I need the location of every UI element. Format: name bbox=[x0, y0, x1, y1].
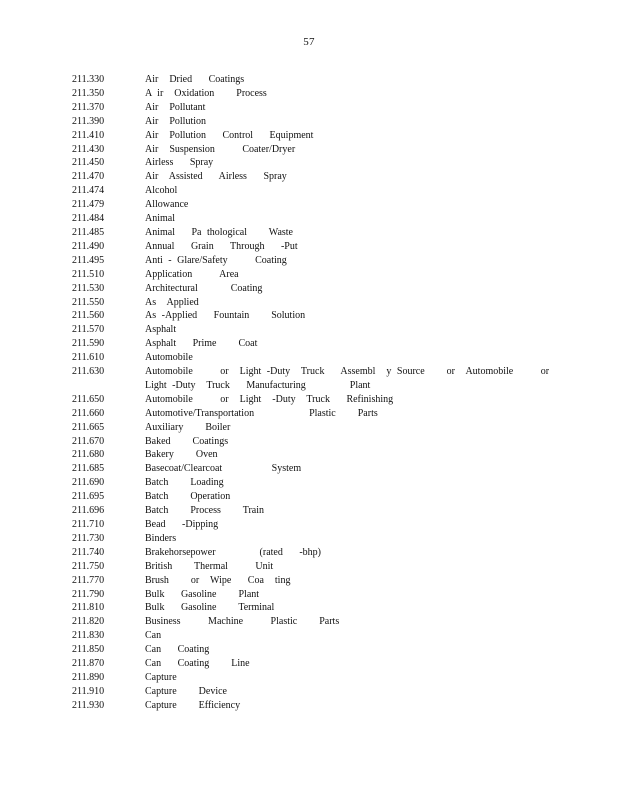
list-item bbox=[72, 73, 552, 87]
list-item bbox=[72, 351, 552, 365]
section-number: 211.650 bbox=[72, 393, 105, 405]
section-number: 211.870 bbox=[72, 658, 105, 670]
defined-term: Can bbox=[145, 630, 162, 642]
section-number: 211.850 bbox=[72, 644, 105, 656]
section-number: 211.560 bbox=[72, 310, 105, 322]
definition-list bbox=[72, 73, 561, 713]
list-item bbox=[72, 212, 552, 226]
list-item bbox=[72, 435, 552, 449]
section-number: 211.820 bbox=[72, 616, 105, 628]
section-number: 211.910 bbox=[72, 685, 105, 697]
list-item bbox=[72, 448, 552, 462]
list-item bbox=[72, 226, 552, 240]
section-number: 211.630 bbox=[72, 366, 105, 378]
list-item bbox=[72, 532, 552, 546]
section-number: 211.695 bbox=[72, 491, 105, 503]
section-number: 211.330 bbox=[72, 74, 105, 85]
list-item bbox=[72, 337, 552, 351]
section-number: 211.490 bbox=[72, 240, 105, 252]
defined-term: Animal bbox=[145, 213, 175, 225]
list-item bbox=[72, 685, 552, 699]
defined-term: British Thermal Unit bbox=[145, 560, 274, 572]
defined-term: Anti - Glare/Safety Coating bbox=[145, 254, 287, 266]
section-number: 211.470 bbox=[72, 171, 105, 183]
list-item bbox=[72, 240, 552, 254]
list-item bbox=[72, 115, 552, 129]
list-item bbox=[72, 184, 552, 198]
section-number: 211.550 bbox=[72, 296, 105, 308]
list-item bbox=[72, 490, 552, 504]
section-number: 211.450 bbox=[72, 157, 105, 169]
defined-term: Can Coating Line bbox=[145, 658, 250, 670]
defined-term: Bead -Dipping bbox=[145, 519, 219, 530]
section-number: 211.410 bbox=[72, 129, 105, 141]
defined-term: Automobile or Light -Duty Truck Refinishing bbox=[145, 393, 394, 405]
section-number: 211.665 bbox=[72, 421, 105, 433]
defined-term: Capture Efficiency bbox=[145, 699, 241, 711]
defined-term: Baked Coatings bbox=[145, 435, 229, 447]
section-number: 211.685 bbox=[72, 463, 105, 475]
defined-term: Automobile bbox=[145, 352, 193, 364]
defined-term: Brakehorsepower (rated -bhp) bbox=[145, 546, 322, 558]
defined-term: As -Applied Fountain Solution bbox=[145, 310, 306, 322]
section-number: 211.930 bbox=[72, 699, 105, 711]
section-number: 211.610 bbox=[72, 352, 105, 364]
list-item bbox=[72, 296, 552, 310]
defined-term: Automotive/Transportation Plastic Parts bbox=[145, 407, 378, 419]
section-number: 211.810 bbox=[72, 602, 105, 614]
defined-term: Bulk Gasoline Plant bbox=[145, 588, 260, 600]
defined-term: Automobile or Light -Duty Truck Assembl y Source or Automobile or Light -Duty Truck Manufacturing Plant bbox=[145, 366, 561, 391]
section-number: 211.479 bbox=[72, 199, 105, 211]
section-number: 211.830 bbox=[72, 630, 105, 642]
section-number: 211.770 bbox=[72, 574, 105, 586]
list-item bbox=[72, 615, 552, 629]
defined-term: Air Suspension Coater/Dryer bbox=[145, 143, 296, 155]
defined-term: Batch Operation bbox=[145, 491, 231, 503]
defined-term: Batch Process Train bbox=[145, 505, 264, 517]
list-item bbox=[72, 254, 552, 268]
defined-term: Air Dried Coatings bbox=[145, 74, 245, 85]
defined-term: Binders bbox=[145, 532, 177, 544]
section-number: 211.350 bbox=[72, 87, 105, 99]
list-item bbox=[72, 170, 552, 184]
defined-term: Allowance bbox=[145, 199, 189, 211]
list-item bbox=[72, 393, 552, 407]
section-number: 211.740 bbox=[72, 546, 105, 558]
list-item bbox=[72, 87, 552, 101]
list-item bbox=[72, 601, 552, 615]
list-item bbox=[72, 629, 552, 643]
section-number: 211.730 bbox=[72, 532, 105, 544]
section-number: 211.370 bbox=[72, 101, 105, 113]
defined-term: Basecoat/Clearcoat System bbox=[145, 463, 302, 475]
section-number: 211.495 bbox=[72, 254, 105, 266]
defined-term: Asphalt bbox=[145, 324, 177, 336]
list-item bbox=[72, 560, 552, 574]
defined-term: A ir Oxidation Process bbox=[145, 87, 267, 99]
section-number: 211.510 bbox=[72, 268, 105, 280]
list-item bbox=[72, 282, 552, 296]
section-number: 211.790 bbox=[72, 588, 105, 600]
defined-term: Architectural Coating bbox=[145, 282, 263, 294]
list-item bbox=[72, 462, 552, 476]
list-item bbox=[72, 546, 552, 560]
defined-term: Air Pollution bbox=[145, 115, 207, 127]
defined-term: Air Assisted Airless Spray bbox=[145, 171, 287, 183]
section-number: 211.484 bbox=[72, 213, 105, 225]
section-number: 211.710 bbox=[72, 519, 105, 530]
defined-term: Business Machine Plastic Parts bbox=[145, 616, 340, 628]
list-item bbox=[72, 129, 552, 143]
defined-term: Can Coating bbox=[145, 644, 210, 656]
list-item bbox=[72, 101, 552, 115]
page-number: 57 bbox=[303, 36, 315, 48]
section-number: 211.474 bbox=[72, 185, 105, 197]
section-number: 211.590 bbox=[72, 338, 105, 350]
section-number: 211.696 bbox=[72, 505, 105, 517]
list-item bbox=[72, 323, 552, 337]
section-number: 211.485 bbox=[72, 226, 105, 238]
defined-term: Airless Spray bbox=[145, 157, 214, 169]
defined-term: As Applied bbox=[145, 296, 199, 308]
list-item bbox=[72, 588, 552, 602]
list-item bbox=[72, 365, 561, 393]
list-item bbox=[72, 268, 552, 282]
defined-term: Annual Grain Through -Put bbox=[145, 240, 298, 252]
list-item bbox=[72, 671, 552, 685]
section-number: 211.750 bbox=[72, 560, 105, 572]
defined-term: Air Pollutant bbox=[145, 101, 206, 113]
list-item bbox=[72, 657, 552, 671]
list-item bbox=[72, 643, 552, 657]
defined-term: Bulk Gasoline Terminal bbox=[145, 602, 275, 614]
defined-term: Application Area bbox=[145, 268, 239, 280]
list-item bbox=[72, 156, 552, 170]
section-number: 211.660 bbox=[72, 407, 105, 419]
list-item bbox=[72, 504, 552, 518]
defined-term: Air Pollution Control Equipment bbox=[145, 129, 314, 141]
defined-term: Capture bbox=[145, 671, 177, 683]
defined-term: Auxiliary Boiler bbox=[145, 421, 231, 433]
defined-term: Batch Loading bbox=[145, 477, 224, 489]
section-number: 211.890 bbox=[72, 671, 105, 683]
list-item bbox=[72, 143, 552, 157]
list-item bbox=[72, 198, 552, 212]
list-item bbox=[72, 518, 552, 532]
section-number: 211.570 bbox=[72, 324, 105, 336]
section-number: 211.670 bbox=[72, 435, 105, 447]
section-number: 211.690 bbox=[72, 477, 105, 489]
list-item bbox=[72, 309, 552, 323]
list-item bbox=[72, 574, 552, 588]
defined-term: Animal Pa thological Waste bbox=[145, 226, 293, 238]
defined-term: Capture Device bbox=[145, 685, 227, 697]
defined-term: Brush or Wipe Coa ting bbox=[145, 574, 291, 586]
section-number: 211.430 bbox=[72, 143, 105, 155]
defined-term: Alcohol bbox=[145, 185, 178, 197]
list-item bbox=[72, 476, 552, 490]
list-item bbox=[72, 421, 552, 435]
list-item bbox=[72, 699, 552, 713]
defined-term: Bakery Oven bbox=[145, 449, 218, 461]
section-number: 211.530 bbox=[72, 282, 105, 294]
section-number: 211.680 bbox=[72, 449, 105, 461]
section-number: 211.390 bbox=[72, 115, 105, 127]
defined-term: Asphalt Prime Coat bbox=[145, 338, 258, 350]
list-item bbox=[72, 407, 552, 421]
